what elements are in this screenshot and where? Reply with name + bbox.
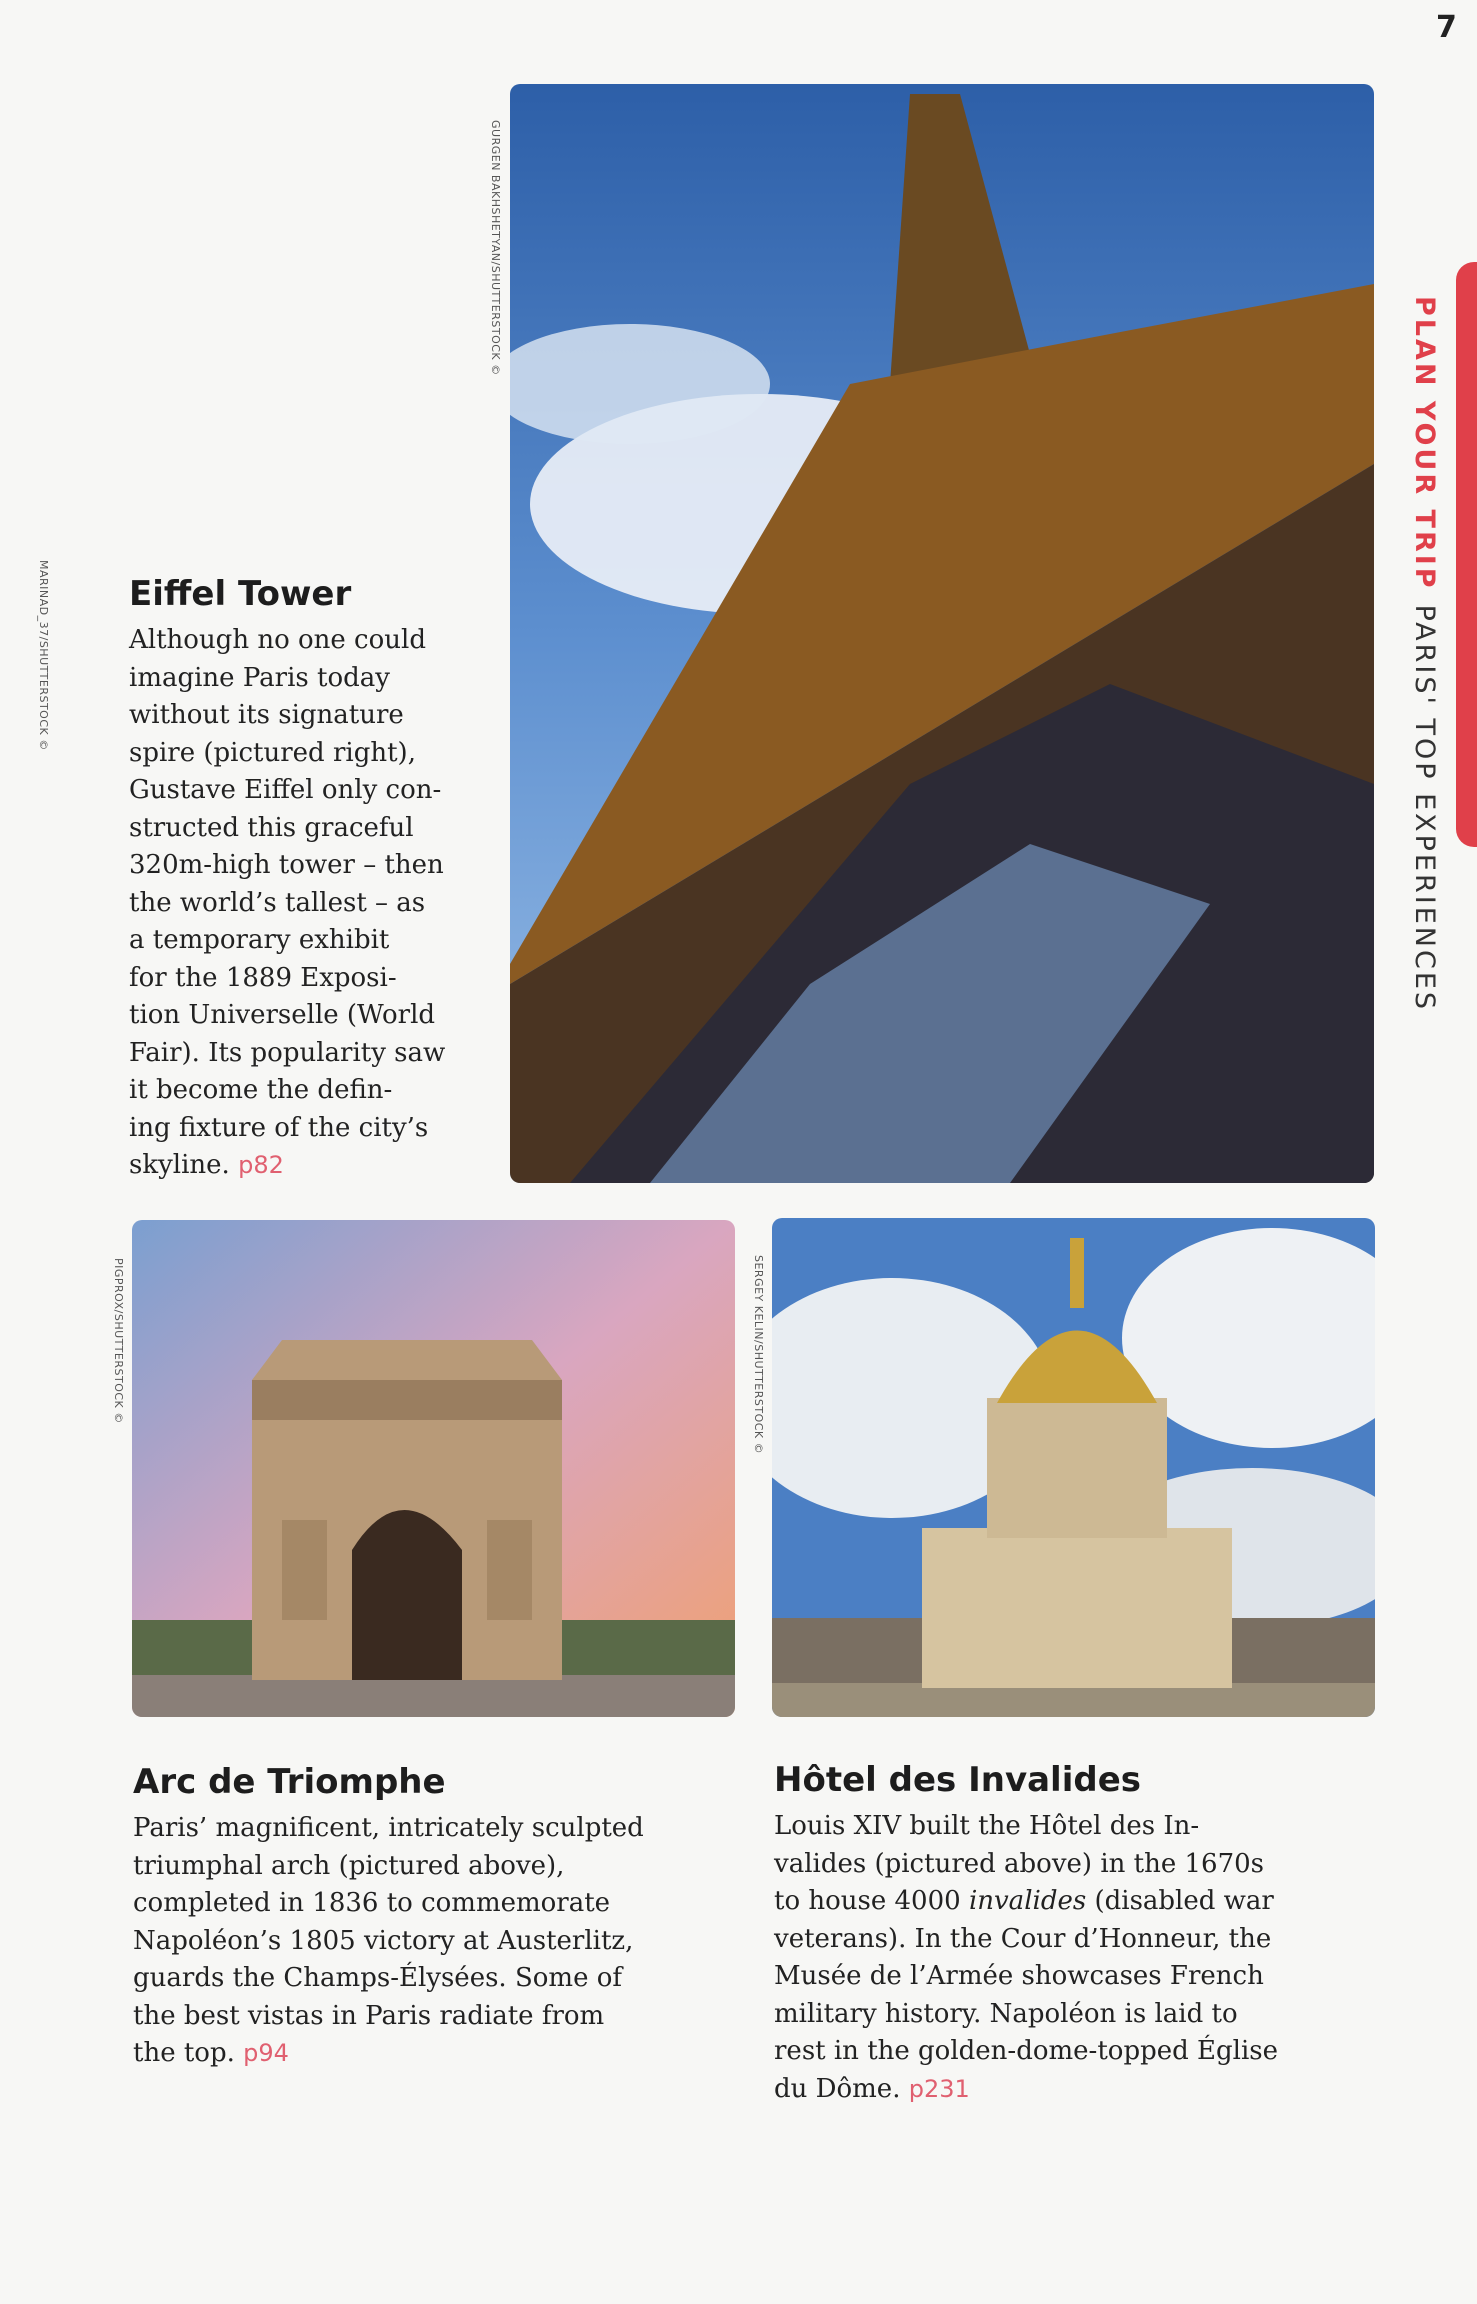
eiffel-tower-photo — [510, 84, 1374, 1183]
arc-de-triomphe-photo — [132, 1220, 735, 1717]
body-line: valides (pictured above) in the 1670s — [774, 1848, 1265, 1879]
body-line: it become the defin- — [129, 1075, 393, 1105]
body-line: Gustave Eiffel only con- — [129, 775, 442, 805]
entry-body — [133, 1810, 703, 2073]
page-number: 7 — [1436, 10, 1457, 45]
body-line: skyline. — [129, 1150, 230, 1180]
section-tab — [1456, 262, 1477, 847]
photo-credit-eiffel: GURGEN BAKHSHETYAN/SHUTTERSTOCK © — [489, 120, 502, 376]
body-line: the best vistas in Paris radiate from — [133, 2000, 605, 2031]
page-reference-link[interactable]: p82 — [238, 1151, 284, 1179]
body-line: guards the Champs-Élysées. Some of — [133, 1963, 622, 1993]
hotel-des-invalides-photo — [772, 1218, 1375, 1717]
body-line: military history. Napoléon is laid to — [774, 1998, 1238, 2029]
entry-title: Hôtel des Invalides — [774, 1760, 1141, 1800]
entry-eiffel-tower — [129, 574, 489, 1185]
body-line: the world’s tallest – as — [129, 887, 426, 918]
photo-credit-arc: PIGPROX/SHUTTERSTOCK © — [112, 1258, 125, 1424]
body-line: to house 4000 — [774, 1886, 969, 1916]
entry-arc-de-triomphe — [133, 1762, 703, 2073]
italic-term: invalides — [968, 1886, 1087, 1916]
body-line: spire (pictured right), — [129, 737, 416, 768]
body-line: ing fixture of the city’s — [129, 1112, 429, 1143]
entry-body — [129, 622, 489, 1185]
section-label: PLAN YOUR TRIP — [1409, 296, 1440, 591]
body-line: Paris’ magnificent, intricately sculpted — [133, 1813, 644, 1843]
body-line: Fair). Its popularity saw — [129, 1037, 446, 1068]
body-line: a temporary exhibit — [129, 925, 390, 955]
entry-title: Arc de Triomphe — [133, 1762, 446, 1802]
body-line: (disabled war — [1086, 1886, 1274, 1916]
body-line: triumphal arch (pictured above), — [133, 1850, 565, 1881]
photo-credit-left: MARINAD_37/SHUTTERSTOCK © — [37, 560, 50, 751]
body-line: for the 1889 Exposi- — [129, 962, 397, 993]
page-reference-link[interactable]: p231 — [908, 2074, 970, 2103]
body-line: 320m-high tower – then — [129, 850, 444, 880]
body-line: Louis XIV built the Hôtel des In- — [774, 1811, 1200, 1841]
body-line: structed this graceful — [129, 812, 414, 843]
body-line: du Dôme. — [774, 2073, 901, 2104]
body-line: veterans). In the Cour d’Honneur, the — [774, 1923, 1272, 1954]
body-line: Although no one could — [129, 625, 426, 655]
entry-title: Eiffel Tower — [129, 574, 352, 614]
entry-hotel-des-invalides — [774, 1760, 1364, 2108]
running-header — [1400, 296, 1440, 1016]
body-line: rest in the golden-dome-topped Église — [774, 2036, 1279, 2066]
body-line: Napoléon’s 1805 victory at Austerlitz, — [133, 1925, 634, 1956]
body-line: tion Universelle (World — [129, 1000, 436, 1030]
body-line: the top. — [133, 2038, 235, 2068]
body-line: imagine Paris today — [129, 662, 390, 693]
body-line: without its signature — [129, 700, 404, 730]
body-line: Musée de l’Armée showcases French — [774, 1961, 1264, 1991]
body-line: completed in 1836 to commemorate — [133, 1888, 611, 1918]
page-reference-link[interactable]: p94 — [243, 2039, 289, 2067]
entry-body — [774, 1808, 1364, 2108]
chapter-label: PARIS' TOP EXPERIENCES — [1409, 604, 1440, 1013]
photo-credit-invalides: SERGEY KELIN/SHUTTERSTOCK © — [752, 1255, 765, 1455]
